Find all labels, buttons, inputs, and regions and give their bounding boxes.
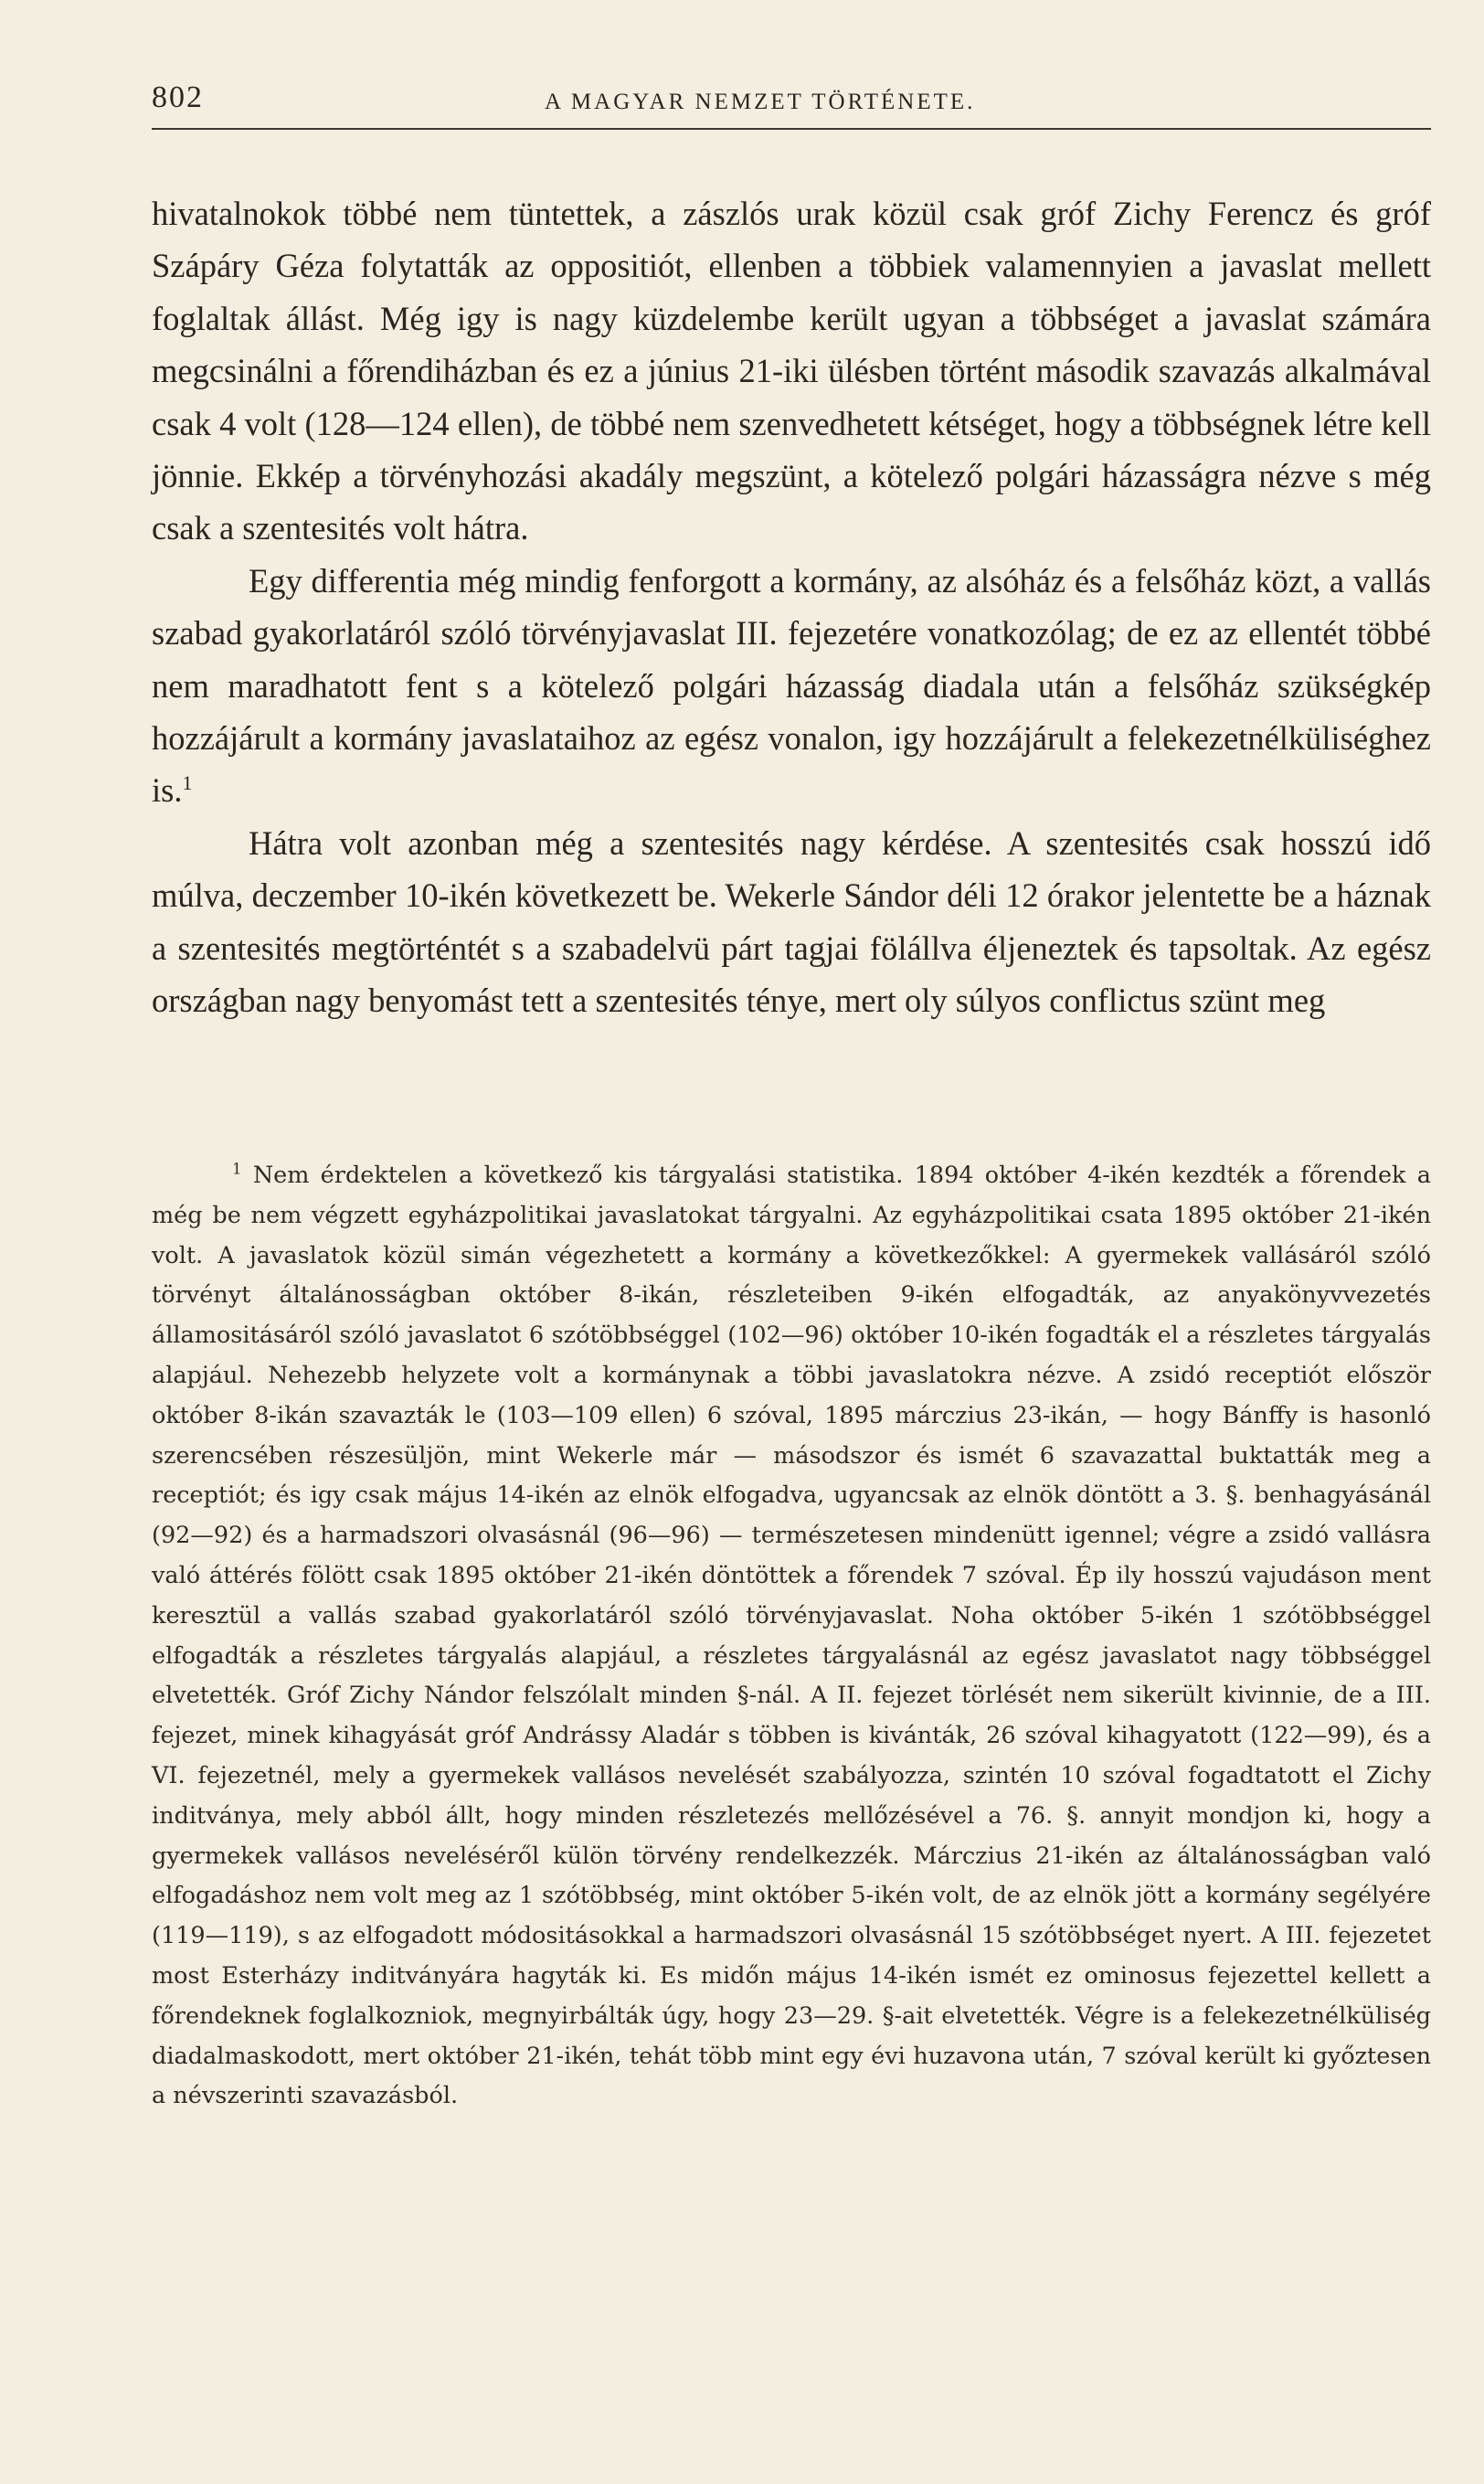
footnote-text: Nem érdektelen a következő kis tárgyalási statistika. 1894 október 4-ikén kezdték a főrendek a még be nem végzett egyházpolitikai javaslatokat tárgyalni. Az egyházpolitikai csata 1895 október 21-ikén volt. A javaslatok közül simán végezhetett a kormány a következőkkel: A gyermekek vallásáról szóló törvényt általánosságban október 8-ikán, részleteiben 9-ikén elfogadták, az anyakönyvvezetés államositásáról szóló javaslatot 6 szótöbbséggel (102—96) október 10-ikén fogadták el a részletes tárgyalás alapjául. Nehezebb helyzete volt a kormánynak a többi javaslatokra nézve. A zsidó receptiót először október 8-ikán szavazták le (103—109 ellen) 6 szóval, 1895 márczius 23-ikán, — hogy Bánffy is hasonló szerencsében részesüljön, mint Wekerle már — másodszor és ismét 6 szavazattal buktatták meg a receptiót; és igy csak május 14-ikén az elnök elfogadva, ugyancsak az elnök döntött a 3. §. benhagyásánál (92—92) és a harmadszori olvasásnál (96—96) — természetesen mindenütt igennel; végre a zsidó vallásra való áttérés fölött csak 1895 október 21-ikén döntöttek a főrendek 7 szóval. Ép ily hosszú vajudáson ment keresztül a vallás szabad gyakorlatáról szóló törvényjavaslat. Noha október 5-ikén 1 szótöbbséggel elfogadták a részletes tárgyalás alapjául, a részletes tárgyalásnál az egész javaslatot nagy többséggel elvetették. Gróf Zichy Nándor felszólalt minden §-nál. A II. fejezet törlését nem sikerült kivinnie, de a III. fejezet, minek kihagyását gróf Andrássy Aladár s többen is kivánták, 26 szóval kihagyatott (122—99), és a VI. fejezetnél, mely a gyermekek vallásos nevelését szabályozza, szintén 10 szóval fogadtatott el Zichy inditványa, mely abból állt, hogy minden részletezés mellőzésével a 76. §. annyit mondjon ki, hogy a gyermekek vallásos neveléséről külön törvény rendelkezzék. Márczius 21-ikén az általánosságban való elfogadáshoz nem volt meg az 1 szótöbbség, mint október 5-ikén volt, de az elnök jött a kormány segélyére (119—119), s az elfogadott módositásokkal a harmadszori olvasásnál 15 szótöbbséget nyert. A III. fejezetet most Esterházy inditványára hagyták ki. Es midőn május 14-ikén ismét ez ominosus fejezettel kellett a főrendeknek foglalkozniok, megnyirbálták úgy, hogy 23—29. §-ait elvetették. Végre is a felekezetnélküliség diadalmaskodott, mert október 21-ikén, tehát több mint egy évi huzavona után, 7 szóval került ki győztesen a névszerinti szavazásból. — [152, 1162, 1431, 2110]
paragraph-2 — [152, 555, 1431, 817]
paragraph-2-text: Egy differentia még mindig fenforgott a kormány, az alsóház és a felsőház közt, a vallás szabad gyakorlatáról szóló törvényjavaslat III. fejezetére vonatkozólag; de ez az ellentét többé nem maradhatott fent s a kötelező polgári házasság diadala után a felsőház szükségkép hozzájárult a kormány javaslataihoz az egész vonalon, igy hozzájárult a felekezetnélküliséghez is. — [152, 561, 1431, 810]
footnote — [152, 1156, 1431, 2117]
paragraph-1: hivatalnokok többé nem tüntettek, a zászlós urak közül csak gróf Zichy Ferencz és gróf Szápáry Géza folytatták az oppositiót, ellenben a többiek valamennyien a javaslat mellett foglaltak állást. Még igy is nagy küzdelembe került ugyan a többséget a javaslat számára megcsinálni a főrendiházban és ez a június 21-iki ülésben történt második szavazás alkalmával csak 4 volt (128—124 ellen), de többé nem szenvedhetett kétséget, hogy a többségnek létre kell jönnie. Ekkép a törvényhozási akadály megszünt, a kötelező polgári házasságra nézve s még csak a szentesités volt hátra. — [152, 195, 1431, 547]
main-text — [152, 187, 1431, 1027]
page-number: 802 — [152, 80, 204, 114]
footnote-reference: 1 — [182, 771, 193, 795]
footnote-mark: 1 — [232, 1160, 242, 1178]
paragraph-3: Hátra volt azonban még a szentesités nagy kérdése. A szentesités csak hosszú idő múlva, deczember 10-ikén következett be. Wekerle Sándor déli 12 órakor jelentette be a háznak a szentesités megtörténtét s a szabadelvü párt tagjai fölállva éljeneztek és tapsoltak. Az egész országban nagy benyomást tett a szentesités ténye, mert oly súlyos conflictus szünt meg — [152, 823, 1431, 1020]
page-header — [152, 80, 1431, 130]
running-title: A MAGYAR NEMZET TÖRTÉNETE. — [545, 90, 976, 114]
